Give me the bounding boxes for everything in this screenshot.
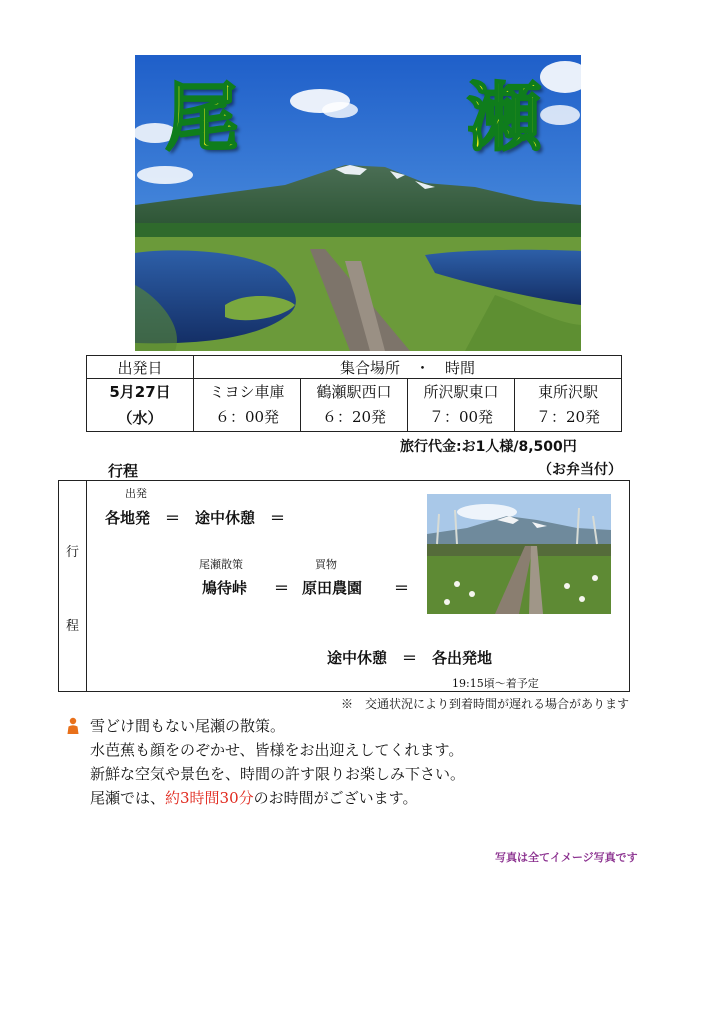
- side-char-top: 行: [65, 545, 79, 560]
- route-stop-harada: 原田農園: [302, 579, 363, 597]
- description-line-1: 雪どけ間もない尾瀬の散策。: [90, 717, 286, 735]
- hero-title-right: 瀬: [467, 75, 541, 161]
- stop-cell: [408, 379, 515, 432]
- stop-time: ７：20発: [535, 408, 601, 426]
- stop-cell: [515, 379, 622, 432]
- date-line-2: （水）: [117, 409, 163, 427]
- stay-duration: 約3時間30分: [165, 789, 254, 807]
- stop-cell: [301, 379, 408, 432]
- description-line-2: 水芭蕉も顔をのぞかせ、皆様をお出迎えしてくれます。: [90, 741, 464, 759]
- schedule-table: [86, 355, 622, 432]
- traffic-note: ※ 交通状況により到着時間が遅れる場合があります: [341, 697, 630, 711]
- stop-time: ６：20発: [321, 408, 387, 426]
- itinerary-heading: 行程: [108, 462, 139, 480]
- route-row-3: 途中休憩 ＝ 各出発地: [327, 649, 493, 667]
- description-line-3: 新鮮な空気や景色を、時間の許す限りお楽しみ下さい。: [90, 765, 466, 783]
- person-icon: [66, 717, 80, 739]
- row2-note-a: 尾瀬散策: [199, 558, 243, 571]
- header-date: 出発日: [87, 356, 194, 379]
- description-line-4-pre: 尾瀬では、: [90, 789, 166, 807]
- description-line-4-post: のお時間がございます。: [253, 789, 418, 807]
- route-row-1: 各地発 ＝ 途中休憩 ＝: [105, 509, 286, 527]
- description-line-4: [90, 786, 417, 810]
- row2-note-b: 買物: [315, 558, 337, 571]
- photo-note: 写真は全てイメージ写真です: [495, 851, 638, 864]
- stop-place: 所沢駅東口: [423, 383, 499, 401]
- stop-place: 東所沢駅: [537, 383, 598, 401]
- stop-time: ７：00発: [428, 408, 494, 426]
- route-stop-hatomachi: 鳩待峠: [202, 579, 248, 597]
- stop-time: ６：00発: [214, 408, 280, 426]
- itinerary-photo: [427, 494, 611, 614]
- itinerary-side-label: [59, 481, 87, 691]
- header-place: 集合場所 ・ 時間: [194, 356, 622, 379]
- route-equals: ＝: [394, 579, 410, 597]
- hero-title-left: 尾: [165, 75, 239, 161]
- row1-note: 出発: [125, 487, 147, 500]
- price-note: （お弁当付）: [538, 462, 622, 478]
- price-label: 旅行代金:お1人様/8,500円: [400, 439, 577, 455]
- hero-photo: [135, 55, 581, 351]
- arrival-note: 19:15頃～着予定: [452, 677, 539, 690]
- stop-place: 鶴瀬駅西口: [316, 383, 392, 401]
- route-equals: ＝: [274, 579, 290, 597]
- stop-place: ミヨシ車庫: [209, 383, 285, 401]
- itinerary-box: [58, 480, 630, 692]
- side-char-bottom: 程: [65, 619, 79, 634]
- stop-cell: [194, 379, 301, 432]
- date-line-1: 5月27日: [109, 383, 171, 401]
- departure-date: [87, 379, 194, 432]
